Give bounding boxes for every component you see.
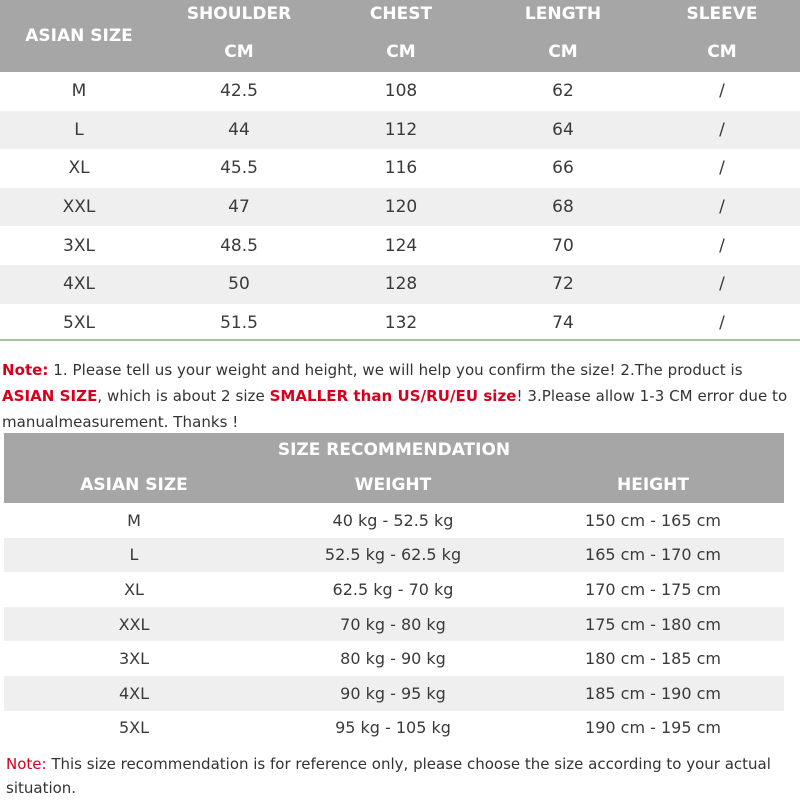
table-cell: / [719,235,725,256]
table-cell: 190 cm - 195 cm [585,718,721,738]
table-cell: 47 [228,197,250,218]
table-cell: 80 kg - 90 kg [340,649,446,669]
header-sleeve: SLEEVE CM [686,4,758,62]
table-cell: 3XL [63,235,95,256]
table-cell: 62.5 kg - 70 kg [332,579,454,599]
table-cell: 5XL [118,718,150,738]
recommendation-title: SIZE RECOMMENDATION [4,433,784,467]
table-cell: 3XL [118,649,150,669]
header-shoulder: SHOULDER CM [186,4,292,62]
table-cell: 4XL [118,683,150,703]
table-cell: 132 [384,312,418,333]
table-cell: 185 cm - 190 cm [585,683,721,703]
table-cell: 66 [552,158,574,179]
table-cell: 5XL [63,312,95,333]
table-cell: / [719,119,725,140]
table-cell: 70 kg - 80 kg [340,614,446,634]
table-cell: 116 [384,158,418,179]
table-cell: M [127,510,141,530]
note-label: Note: [2,361,49,379]
table-cell: XXL [62,197,96,218]
table-cell: 68 [552,197,574,218]
table-cell: 48.5 [220,235,258,256]
table-cell: 170 cm - 175 cm [585,579,721,599]
table-row [4,503,784,538]
header-chest: CHEST CM [369,4,433,62]
note-highlight-smaller: SMALLER than US/RU/EU size [269,387,517,405]
table-cell: 51.5 [220,312,258,333]
table-cell: 112 [384,119,418,140]
table-cell: L [74,119,84,140]
size-chart-body [0,72,800,342]
header-height: HEIGHT [617,475,689,495]
table-cell: 124 [384,235,418,256]
table-cell: M [71,81,87,102]
table-cell: L [129,545,139,565]
table-cell: 45.5 [220,158,258,179]
table-cell: / [719,81,725,102]
size-chart-header [0,0,800,72]
size-recommendation-table [4,433,784,745]
table-cell: 150 cm - 165 cm [585,510,721,530]
table-cell: / [719,274,725,295]
table-cell: 175 cm - 180 cm [585,614,721,634]
table-row [0,265,800,304]
table-cell: 90 kg - 95 kg [340,683,446,703]
recommendation-body [4,503,784,745]
table-row [4,711,784,746]
table-cell: XL [68,158,90,179]
size-chart-table [0,0,800,342]
table-row [0,72,800,111]
table-row [0,304,800,343]
table-row [4,676,784,711]
note-text-b: , which is about 2 size [97,387,270,405]
table-cell: / [719,197,725,218]
header-length: LENGTH CM [524,4,602,62]
note-text-c: ! 3.Please allow 1-3 CM error due to manualmeasurement. Thanks ! [2,387,788,431]
table-cell: 108 [384,81,418,102]
table-cell: 180 cm - 185 cm [585,649,721,669]
table-cell: XL [124,579,144,599]
table-cell: 50 [228,274,250,295]
table-cell: XXL [118,614,150,634]
table-cell: / [719,158,725,179]
table-row [4,538,784,573]
table-cell: 74 [552,312,574,333]
table-cell: 52.5 kg - 62.5 kg [324,545,462,565]
table-row [4,572,784,607]
table-cell: 70 [552,235,574,256]
table-row [0,188,800,227]
table-cell: 40 kg - 52.5 kg [332,510,454,530]
note-text-a: 1. Please tell us your weight and height, we will help you confirm the size! 2.The product is [48,361,743,379]
table-row [0,149,800,188]
note-highlight-asian-size: ASIAN SIZE [2,387,98,405]
header-weight: WEIGHT [354,475,432,495]
note-text: This size recommendation is for reference only, please choose the size according to your actual situation. [6,755,771,797]
note-label: Note: [6,755,47,773]
table-cell: 120 [384,197,418,218]
table-cell: 95 kg - 105 kg [335,718,451,738]
table-cell: 42.5 [220,81,258,102]
table-cell: 72 [552,274,574,295]
table-cell: 64 [552,119,574,140]
table-row [4,607,784,642]
table-row [4,641,784,676]
table-cell: 62 [552,81,574,102]
recommendation-note [6,752,796,800]
table-row [0,226,800,265]
table-cell: 44 [228,119,250,140]
table-cell: 4XL [63,274,95,295]
table-divider [0,339,800,341]
table-row [0,111,800,150]
table-cell: 165 cm - 170 cm [585,545,721,565]
header-asian-size: ASIAN SIZE [80,475,188,495]
table-cell: / [719,312,725,333]
header-asian-size: ASIAN SIZE [25,26,133,46]
table-cell: 128 [384,274,418,295]
recommendation-header [4,467,784,503]
size-note [2,357,798,435]
